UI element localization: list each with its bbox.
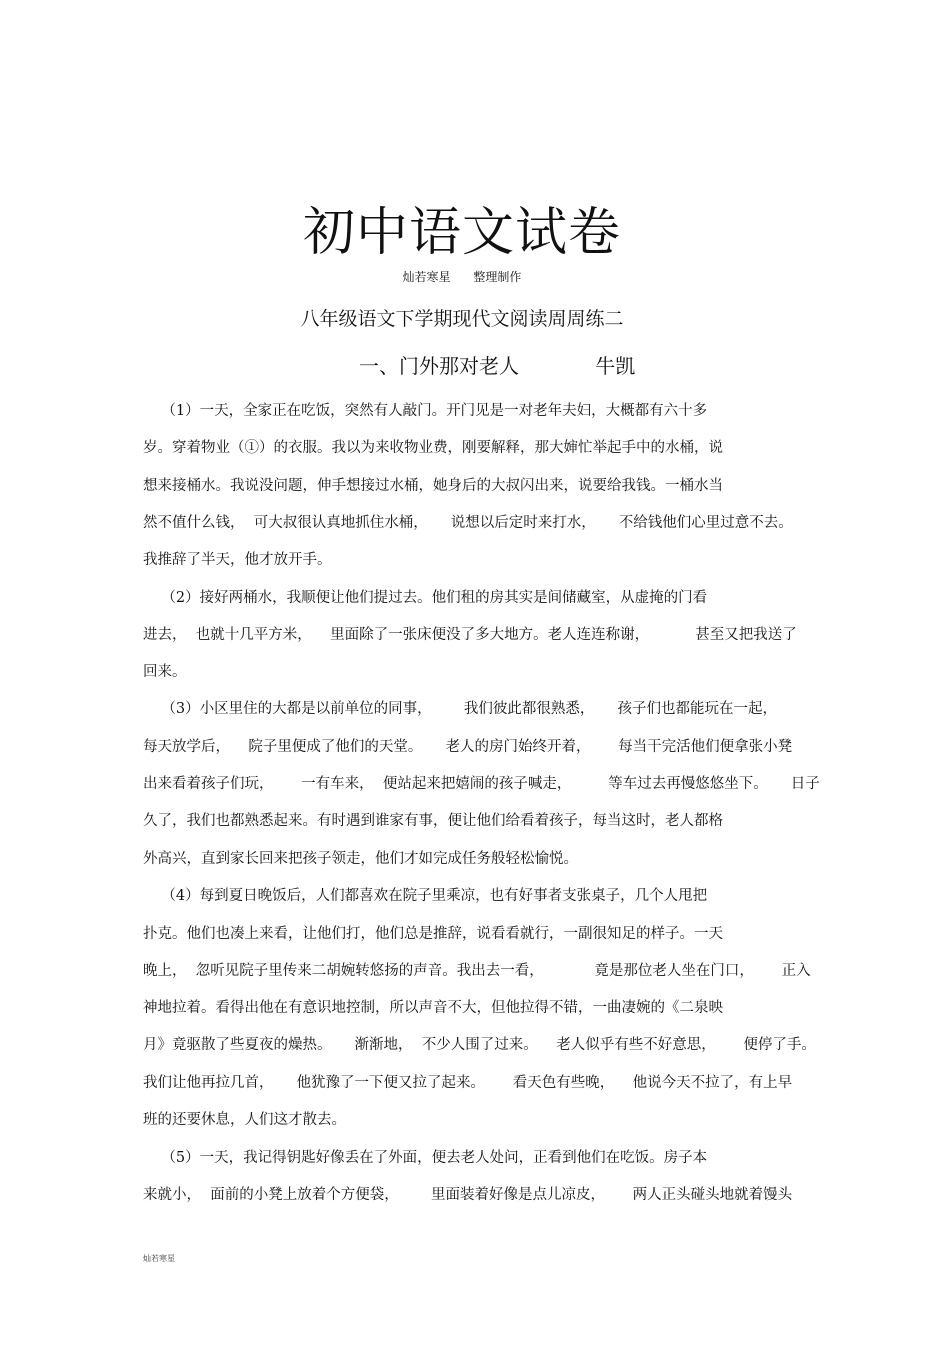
text-line: （5）一天，我记得钥匙好像丢在了外面，便去老人处问，正看到他们在吃饭。房子本 — [143, 1150, 708, 1166]
text-line: 岁。穿着物业（①）的衣服。我以为来收物业费，刚要解释，那大婶忙举起手中的水桶，说 — [143, 440, 723, 456]
text-line: （1）一天，全家正在吃饭，突然有人敲门。开门见是一对老年夫妇，大概都有六十多 — [143, 403, 708, 419]
text-line: 晚上， 忽听见院子里传来二胡婉转悠扬的声音。我出去一看， 竟是那位老人坐在门口， 正入 — [143, 963, 811, 979]
text-line: 我推辞了半天，他才放开手。 — [143, 552, 332, 568]
text-line: 神地拉着。看得出他在有意识地控制，所以声音不大，但他拉得不错，一曲凄婉的《二泉映 — [143, 1000, 723, 1016]
page-title: 初中语文试卷 — [302, 203, 621, 263]
text-line: 回来。 — [143, 664, 187, 680]
text-line: 班的还要休息，人们这才散去。 — [143, 1112, 346, 1128]
exam-subtitle: 八年级语文下学期现代文阅读周周练二 — [300, 308, 624, 330]
text-line: 每天放学后， 院子里便成了他们的天堂。 老人的房门始终开着， 每当干完活他们便拿张小凳 — [143, 739, 793, 755]
text-line: 久了，我们也都熟悉起来。有时遇到谁家有事，便让他们给看着孩子，每当这时，老人都格 — [143, 813, 723, 829]
text-line: 出来看着孩子们玩， 一有车来， 便站起来把嬉闹的孩子喊走， 等车过去再慢悠悠坐下。 日子 — [143, 776, 820, 792]
text-line: 然不值什么钱， 可大叔很认真地抓住水桶， 说想以后定时来打水， 不给钱他们心里过意不去。 — [143, 515, 793, 531]
page-footer: 灿若寒星 — [143, 1254, 175, 1263]
text-line: 月》竟驱散了些夏夜的燥热。 渐渐地， 不少人围了过来。 老人似乎有些不好意思， 便停了手。 — [143, 1037, 816, 1053]
author-line: 灿若寒星 整理制作 — [402, 270, 522, 284]
text-line: 想来接桶水。我说没问题，伸手想接过水桶，她身后的大叔闪出来，说要给我钱。一桶水当 — [143, 478, 723, 494]
text-line: （4）每到夏日晚饭后，人们都喜欢在院子里乘凉，也有好事者支张桌子，几个人甩把 — [143, 888, 708, 904]
text-line: 进去， 也就十几平方米， 里面除了一张床便没了多大地方。老人连连称谢， 甚至又把我送了 — [143, 627, 797, 643]
text-line: 外高兴，直到家长回来把孩子领走，他们才如完成任务般轻松愉悦。 — [143, 851, 578, 867]
text-line: 来就小， 面前的小凳上放着个方便袋， 里面装着好像是点儿凉皮， 两人正头碰头地就着馒头 — [143, 1187, 793, 1203]
section-heading: 一、门外那对老人 牛凯 — [359, 354, 636, 378]
text-line: （2）接好两桶水，我顺便让他们提过去。他们租的房其实是间储藏室，从虚掩的门看 — [143, 590, 708, 606]
text-line: 我们让他再拉几首， 他犹豫了一下便又拉了起来。 看天色有些晚， 他说今天不拉了，有上早 — [143, 1075, 793, 1091]
text-line: （3）小区里住的大都是以前单位的同事， 我们彼此都很熟悉， 孩子们也都能玩在一起， — [143, 701, 777, 717]
text-line: 扑克。他们也凑上来看，让他们打，他们总是推辞，说看看就行，一副很知足的样子。一天 — [143, 926, 723, 942]
